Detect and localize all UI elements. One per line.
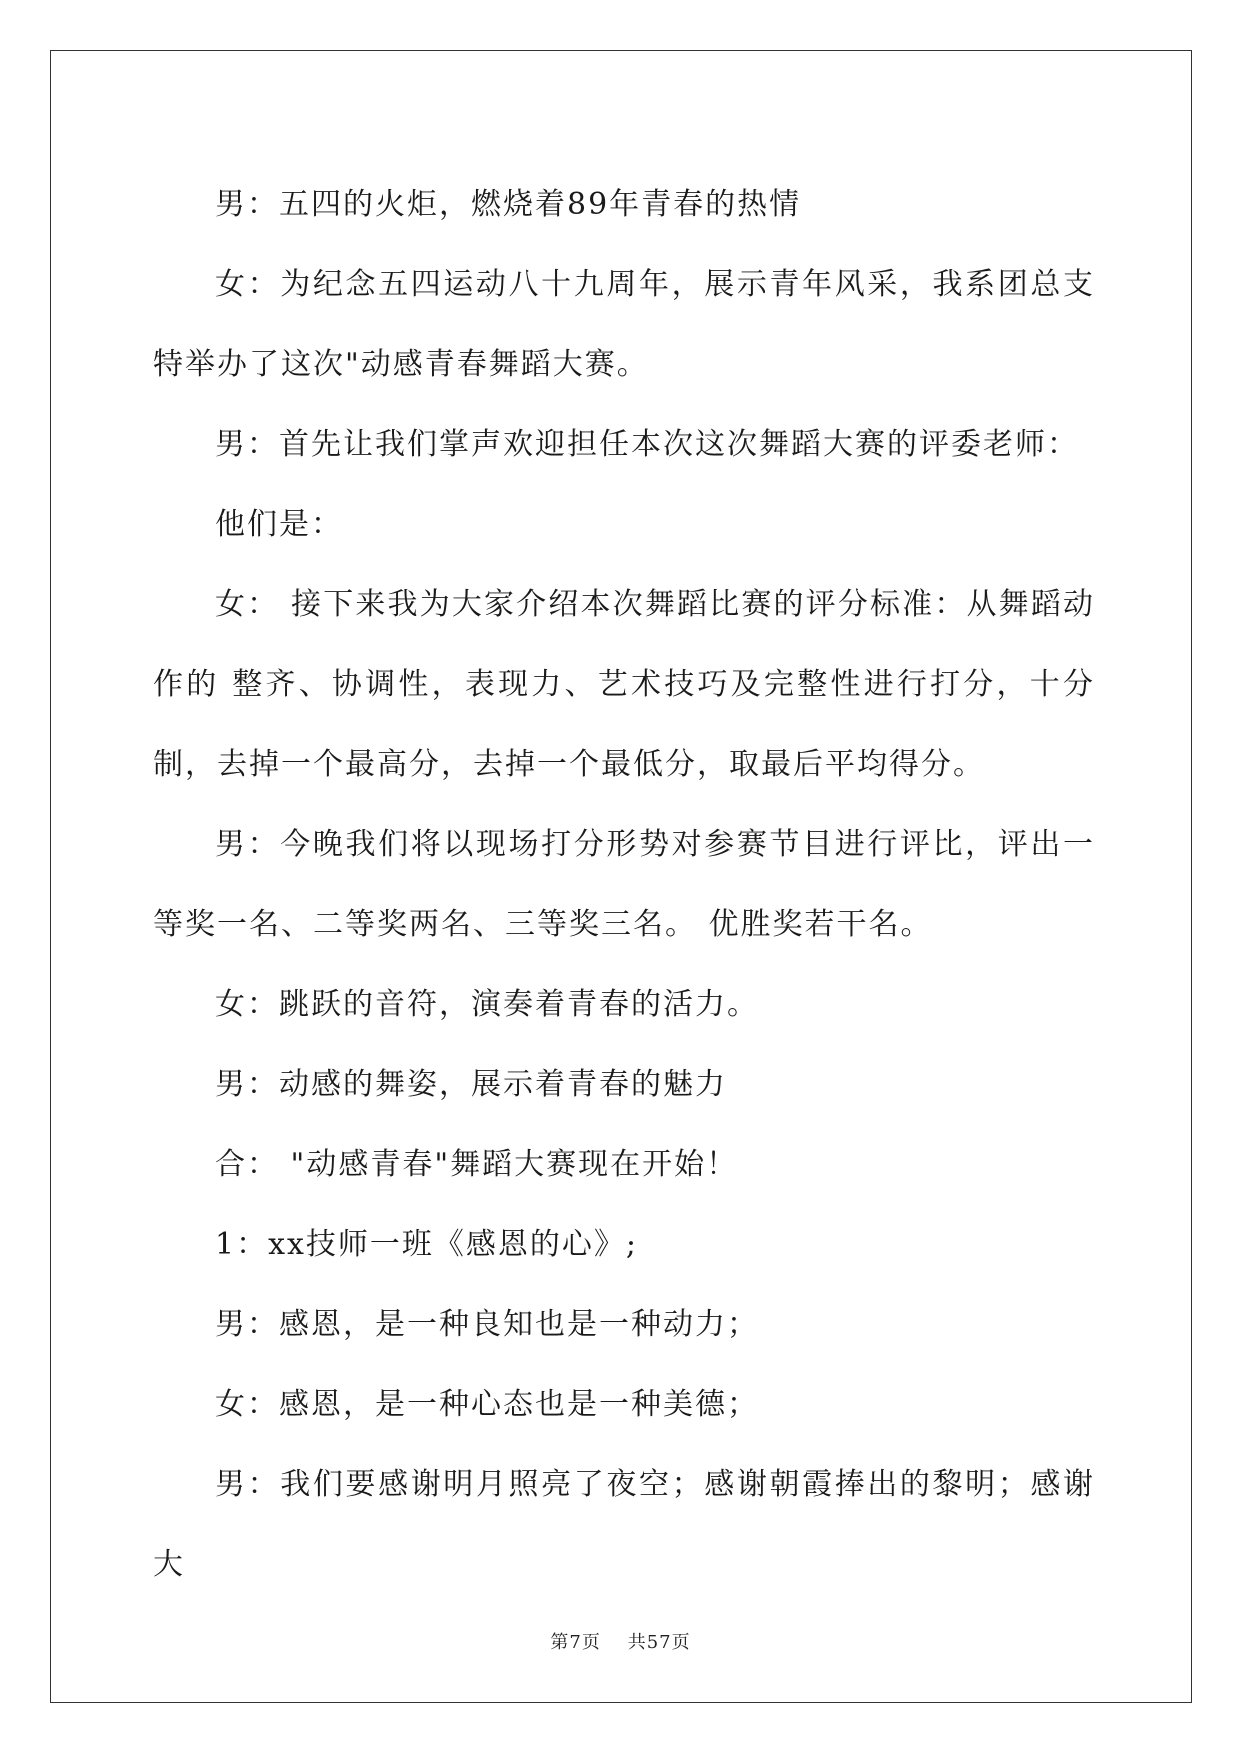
paragraph: 女： 接下来我为大家介绍本次舞蹈比赛的评分标准：从舞蹈动作的 整齐、协调性，表现力、艺术技巧及完整性进行打分，十分制，去掉一个最高分，去掉一个最低分，取最后平均得分。 [153,587,1095,782]
paragraph: 男：首先让我们掌声欢迎担任本次这次舞蹈大赛的评委老师： [215,427,1079,462]
paragraph: 女：跳跃的音符，演奏着青春的活力。 [215,987,759,1022]
paragraph: 男：今晚我们将以现场打分形势对参赛节目进行评比，评出一等奖一名、二等奖两名、三等奖三名。 优胜奖若干名。 [153,827,1095,942]
paragraph: 他们是： [215,507,343,542]
page-number: 第7页 [550,1632,601,1653]
paragraph: 1：xx技师一班《感恩的心》; [215,1227,639,1262]
paragraph: 男：感恩，是一种良知也是一种动力； [215,1307,759,1342]
page-total: 共57页 [627,1632,691,1653]
paragraph: 男：五四的火炬，燃烧着89年青春的热情 [215,187,802,222]
paragraph: 女：为纪念五四运动八十九周年，展示青年风采，我系团总支特举办了这次"动感青春舞蹈大赛。 [153,267,1095,382]
page-footer [0,1628,1241,1654]
paragraph: 男：动感的舞姿，展示着青春的魅力 [215,1067,727,1102]
paragraph: 男：我们要感谢明月照亮了夜空；感谢朝霞捧出的黎明；感谢大 [153,1467,1095,1582]
paragraph: 合： "动感青春"舞蹈大赛现在开始！ [215,1147,739,1182]
paragraph: 女：感恩，是一种心态也是一种美德； [215,1387,759,1422]
document-body [153,165,1095,1605]
